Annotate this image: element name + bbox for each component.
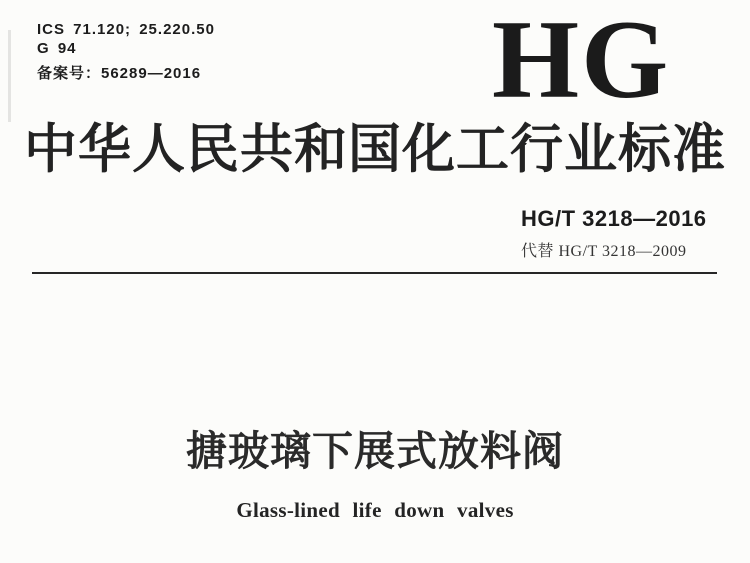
record-number: 备案号：56289—2016 <box>37 65 202 82</box>
metadata-block <box>37 20 215 83</box>
scan-edge-artifact <box>8 30 11 122</box>
classification-code: G 94 <box>37 40 77 57</box>
standard-category-title: 中华人民共和国化工行业标准 <box>24 121 726 179</box>
header-divider-line <box>32 272 717 274</box>
replaced-standard: 代替 HG/T 3218—2009 <box>521 243 687 260</box>
standard-code: HG/T 3218—2016 <box>521 206 707 231</box>
standard-code-block <box>521 206 707 261</box>
document-title-english: Glass-lined life down valves <box>236 498 514 522</box>
ics-code: ICS 71.120; 25.220.50 <box>37 21 215 38</box>
document-title-chinese: 搪玻璃下展式放料阀 <box>186 428 564 474</box>
hg-logo: HG <box>492 0 671 122</box>
